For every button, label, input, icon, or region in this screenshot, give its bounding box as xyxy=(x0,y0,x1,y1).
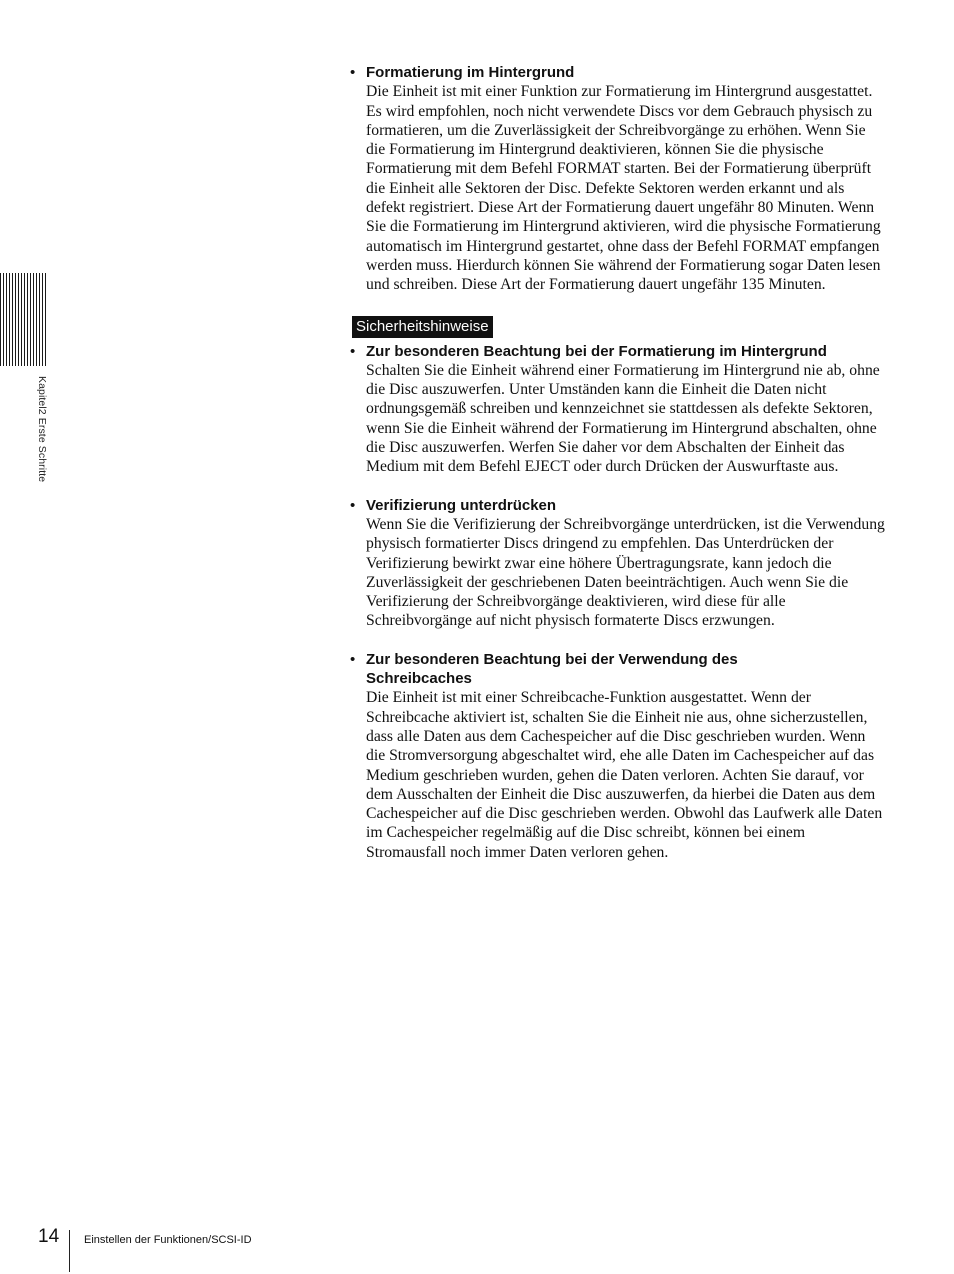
bullet-icon: • xyxy=(350,496,356,514)
footer-divider xyxy=(69,1230,70,1272)
main-content xyxy=(350,63,886,862)
item-heading: Verifizierung unterdrücken xyxy=(366,496,557,514)
chapter-tab-marker xyxy=(0,273,47,366)
bullet-icon: • xyxy=(350,650,356,668)
footer-section-title: Einstellen der Funktionen/SCSI-ID xyxy=(84,1234,252,1246)
chapter-label: Kapitel2 Erste Schritte xyxy=(36,376,48,483)
list-item xyxy=(350,342,886,477)
item-heading: Zur besonderen Beachtung bei der Formatierung im Hintergrund xyxy=(366,342,827,360)
bullet-icon: • xyxy=(350,342,356,360)
safety-section-label: Sicherheitshinweise xyxy=(352,316,493,338)
item-body: Wenn Sie die Verifizierung der Schreibvorgänge unterdrücken, ist die Verwendung physisch formatierter Discs dringend zu empfehlen. Das Unterdrücken der Verifizierung bewirkt zwar eine höhere Übertragungsrate, kann jedoch die Zuverlässigkeit der geschriebenen Daten beeinträchtigen. Auch wenn Sie die Verifizierung der Schreibvorgänge deaktivieren, wird diese für alle Schreibvorgänge auf nicht physisch formaterte Discs erzwungen. xyxy=(366,515,885,630)
bullet-icon: • xyxy=(350,64,356,81)
list-item xyxy=(350,496,886,631)
list-item xyxy=(350,63,886,295)
item-heading: Formatierung im Hintergrund xyxy=(366,64,575,81)
item-body: Die Einheit ist mit einer Funktion zur Formatierung im Hintergrund ausgestattet. Es wird empfohlen, noch nicht verwendete Discs vor dem Gebrauch physisch zu formatieren, um die Zuverlässigkeit der Schreibvorgänge zu erhöhen. Wenn Sie die Formatierung im Hintergrund deaktivieren, können Sie die physische Formatierung mit dem Befehl FORMAT starten. Bei der Formatierung überprüft die Einheit alle Sektoren der Disc. Defekte Sektoren werden erkannt und als defekt registriert. Diese Art der Formatierung dauert ungefähr 80 Minuten. Wenn Sie die Formatierung im Hintergrund aktivieren, wird die physische Formatierung automatisch im Hintergrund gestartet, ohne dass der Befehl FORMAT empfangen werden muss. Hierdurch können Sie während der Formatierung sogar Daten lesen und schreiben. Diese Art der Formatierung dauert ungefähr 135 Minuten. xyxy=(366,83,881,294)
page-number: 14 xyxy=(38,1226,60,1247)
item-body: Schalten Sie die Einheit während einer Formatierung im Hintergrund nie ab, ohne die Disc auszuwerfen. Unter Umständen kann die Einheit die Daten nicht ordnungsgemäß schreiben und kennzeichnet sie stattdessen als defekte Sektoren, wenn Sie die Einheit während der Formatierung im Hintergrund abschalten, ohne die Disc auszuwerfen. Werfen Sie daher vor dem Abschalten der Einheit das Medium mit dem Befehl EJECT oder durch Drücken der Auswurftaste aus. xyxy=(366,361,880,476)
list-item xyxy=(350,650,886,862)
item-heading: Zur besonderen Beachtung bei der Verwendung des Schreibcaches xyxy=(366,650,738,688)
item-body: Die Einheit ist mit einer Schreibcache-Funktion ausgestattet. Wenn der Schreibcache aktiviert ist, schalten Sie die Einheit nie aus, ohne sicherzustellen, dass alle Daten aus dem Cachespeicher auf die Disc geschrieben wurden. Wenn die Stromversorgung abgeschaltet wird, ehe alle Daten im Cachespeicher auf das Medium geschrieben wurden, gehen die Daten verloren. Achten Sie darauf, vor dem Ausschalten der Einheit die Disc auszuwerfen, da hierbei die Daten aus dem Cachespeicher auf die Disc geschrieben werden. Obwohl das Laufwerk alle Daten im Cachespeicher regelmäßig auf die Disc schreibt, können bei einem Stromausfall noch immer Daten verloren gehen. xyxy=(366,689,883,861)
